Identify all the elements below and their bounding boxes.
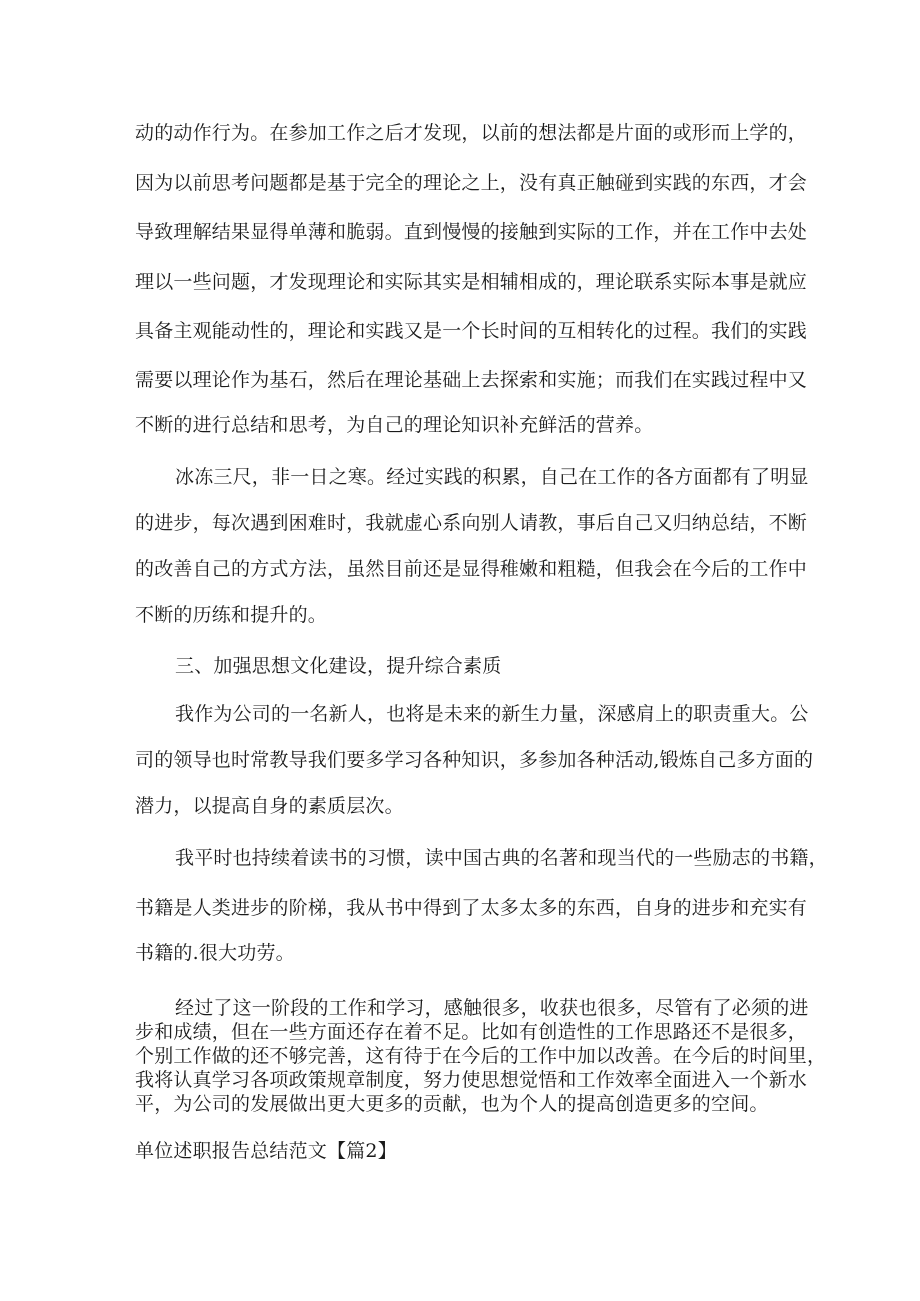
paragraph-2-line: 的改善自己的方式方法，虽然目前还是显得稚嫩和粗糙，但我会在今后的工作中 bbox=[135, 558, 808, 580]
paragraph-4-line: 书籍的.很大功劳。 bbox=[135, 942, 295, 964]
paragraph-1-line: 因为以前思考问题都是基于完全的理论之上，没有真正触碰到实践的东西，才会 bbox=[135, 172, 808, 194]
paragraph-3-line: 我作为公司的一名新人，也将是未来的新生力量，深感肩上的职责重大。公 bbox=[175, 703, 809, 725]
paragraph-4-line: 我平时也持续着读书的习惯，读中国古典的名著和现当代的一些励志的书籍， bbox=[175, 847, 828, 869]
paragraph-1-line: 需要以理论作为基石，然后在理论基础上去探索和实施；而我们在实践过程中又 bbox=[135, 369, 808, 391]
paragraph-5-line: 我将认真学习各项政策规章制度，努力使思想觉悟和工作效率全面进入一个新水 bbox=[135, 1069, 808, 1091]
paragraph-1-line: 动的动作行为。在参加工作之后才发现，以前的想法都是片面的或形而上学的， bbox=[135, 122, 808, 144]
paragraph-3-line: 司的领导也时常教导我们要多学习各种知识，多参加各种活动,锻炼自己多方面的 bbox=[135, 749, 814, 771]
paragraph-3-line: 潜力，以提高自身的素质层次。 bbox=[135, 795, 404, 817]
paragraph-5-line: 经过了这一阶段的工作和学习，感触很多，收获也很多，尽管有了必须的进 bbox=[175, 997, 809, 1019]
paragraph-2-line: 不断的历练和提升的。 bbox=[135, 604, 328, 626]
paragraph-4-line: 书籍是人类进步的阶梯，我从书中得到了太多太多的东西，自身的进步和充实有 bbox=[135, 897, 808, 919]
paragraph-5-line: 个别工作做的还不够完善，这有待于在今后的工作中加以改善。在今后的时间里， bbox=[135, 1045, 827, 1067]
section-title: 单位述职报告总结范文【篇2】 bbox=[135, 1140, 397, 1162]
paragraph-2-line: 的进步，每次遇到困难时，我就虚心系向别人请教，事后自己又归纳总结，不断 bbox=[135, 512, 808, 534]
paragraph-5-line: 步和成绩，但在一些方面还存在着不足。比如有创造性的工作思路还不是很多， bbox=[135, 1021, 808, 1043]
section-heading-3: 三、加强思想文化建设，提升综合素质 bbox=[175, 655, 502, 677]
paragraph-1-line: 具备主观能动性的，理论和实践又是一个长时间的互相转化的过程。我们的实践 bbox=[135, 320, 808, 342]
paragraph-1-line: 导致理解结果显得单薄和脆弱。直到慢慢的接触到实际的工作，并在工作中去处 bbox=[135, 221, 808, 243]
paragraph-1-line: 不断的进行总结和思考，为自己的理论知识补充鲜活的营养。 bbox=[135, 414, 654, 436]
paragraph-1-line: 理以一些问题，才发现理论和实际其实是相辅相成的，理论联系实际本事是就应 bbox=[135, 271, 808, 293]
paragraph-5-line: 平，为公司的发展做出更大更多的贡献，也为个人的提高创造更多的空间。 bbox=[135, 1093, 769, 1115]
paragraph-2-line: 冰冻三尺，非一日之寒。经过实践的积累，自己在工作的各方面都有了明显 bbox=[175, 466, 809, 488]
